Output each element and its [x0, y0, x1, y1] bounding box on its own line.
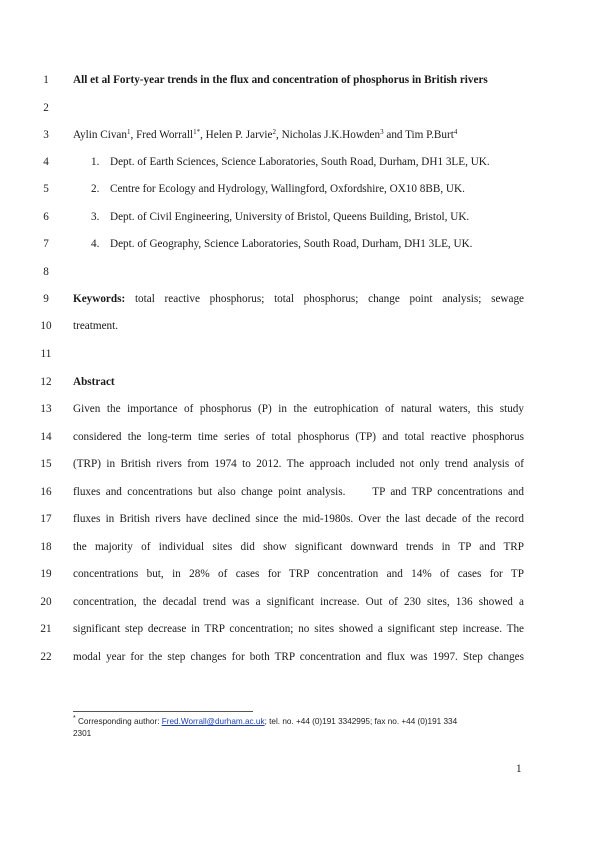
line-number: 3: [43, 129, 49, 141]
line-number: 20: [40, 596, 52, 608]
footnote: * Corresponding author: Fred.Worrall@durham.ac.uk; tel. no. +44 (0)191 3342995; fax no. +44 (0)191 334: [73, 715, 458, 726]
author-email-link[interactable]: Fred.Worrall@durham.ac.uk: [161, 717, 265, 726]
line-number: 8: [43, 266, 49, 278]
keywords-line: Keywords: total reactive phosphorus; total phosphorus; change point analysis; sewage: [73, 293, 525, 305]
line-number: 21: [40, 623, 52, 635]
keywords-line: treatment.: [73, 320, 119, 332]
footnote-line: 2301: [73, 729, 92, 738]
abstract-line: fluxes in British rivers have declined since the mid-1980s. Over the last decade of the record: [73, 513, 524, 525]
abstract-heading: Abstract: [73, 376, 115, 388]
line-number: 12: [40, 376, 52, 388]
line-number: 22: [40, 651, 52, 663]
abstract-line: the majority of individual sites did show significant downward trends in TP and TRP: [73, 541, 524, 553]
keywords-label: Keywords:: [73, 293, 126, 305]
footnote-divider: [73, 711, 253, 712]
line-number: 16: [40, 486, 52, 498]
abstract-line: considered the long-term time series of total phosphorus (TP) and total reactive phosphorus: [73, 431, 524, 443]
line-number: 14: [40, 431, 52, 443]
line-number: 19: [40, 568, 52, 580]
line-number: 18: [40, 541, 52, 553]
abstract-line: fluxes and concentrations but also change point analysis. TP and TRP concentrations and: [73, 486, 524, 498]
page-number: 1: [516, 763, 522, 775]
abstract-line: concentrations but, in 28% of cases for TRP concentration and 14% of cases for TP: [73, 568, 524, 580]
line-number: 11: [40, 348, 52, 360]
author-list: Aylin Civan$^1$, Fred Worrall$^{1*}$, Helen P. Jarvie$^2$, Nicholas J.K.Howden$^3$ and Tim P.Burt$^4$: [73, 128, 458, 141]
line-number: 1: [43, 74, 49, 86]
line-number: 5: [43, 183, 49, 195]
line-number: 13: [40, 403, 52, 415]
line-number: 9: [43, 293, 49, 305]
line-number: 17: [40, 513, 52, 525]
line-number: 4: [43, 156, 49, 168]
line-number: 2: [43, 102, 49, 114]
line-number: 6: [43, 211, 49, 223]
abstract-line: concentration, the decadal trend was a significant increase. Out of 230 sites, 136 showed a: [73, 596, 524, 608]
line-number: 15: [40, 458, 52, 470]
line-number: 7: [43, 238, 49, 250]
abstract-line: significant step decrease in TRP concentration; no sites showed a significant step increase. The: [73, 623, 524, 635]
abstract-line: (TRP) in British rivers from 1974 to 2012. The approach included not only trend analysis of: [73, 458, 524, 470]
paper-title: All et al Forty-year trends in the flux and concentration of phosphorus in British rivers: [73, 74, 488, 86]
abstract-line: modal year for the step changes for both TRP concentration and flux was 1997. Step changes: [73, 651, 524, 663]
abstract-line: Given the importance of phosphorus (P) in the eutrophication of natural waters, this study: [73, 403, 524, 415]
line-number: 10: [40, 320, 52, 332]
